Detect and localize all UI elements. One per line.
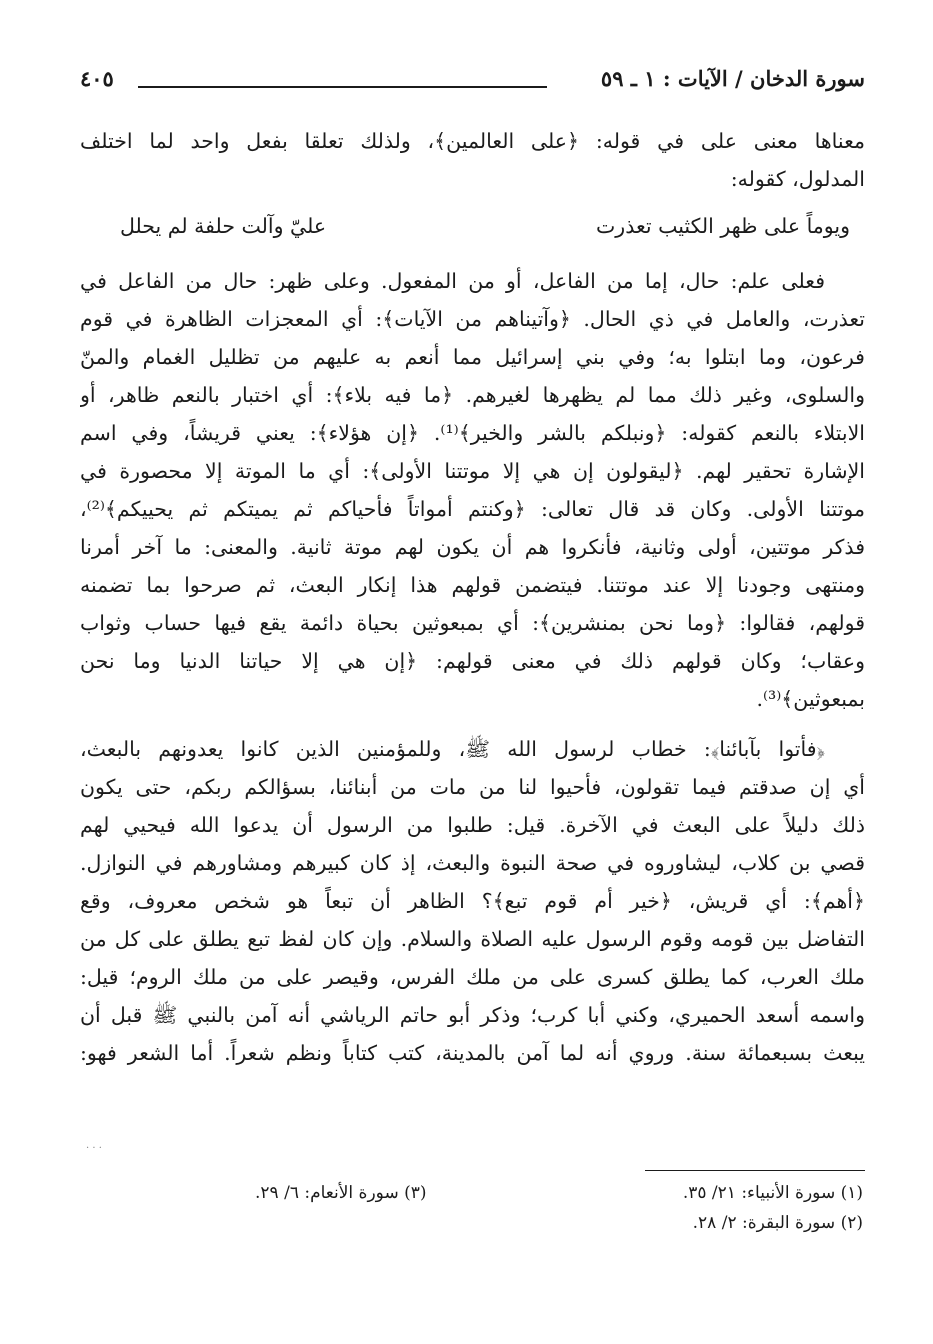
text-line: فرعون، وما ابتلوا به؛ وفي بني إسرائيل مما أنعم به عليهم من تظليل الغمام والمنّ xyxy=(80,345,865,369)
text-line: تعذرت، والعامل في ذي الحال. ﴿وآتيناهم من الآيات﴾: أي المعجزات الظاهرة في قوم xyxy=(80,307,865,331)
text-line: ملك العرب، كما يطلق كسرى على من ملك الفرس، وقيصر على من ملك الروم؛ قيل: xyxy=(80,965,865,989)
text-line: ﴿فأتوا بآبائنا﴾: خطاب لرسول الله ﷺ، وللمؤمنين الذين كانوا يعدونهم بالبعث، xyxy=(80,737,825,761)
poetry-verse xyxy=(120,206,850,246)
header-title: سورة الدخان / الآيات : ١ ـ ٥٩ xyxy=(600,66,865,91)
scan-specks: · · · xyxy=(86,1143,102,1154)
text-line: ومنتهى وجودنا إلا عند موتتنا. فيتضمن قولهم هذا إنكار البعث، ثم صرحوا بما تضمنه xyxy=(80,573,865,597)
text-line: والسلوى، وغير ذلك مما لم يظهرها لغيرهم. ﴿ما فيه بلاء﴾: أي اختبار بالنعم ظاهر، أو xyxy=(80,383,865,407)
verse-hemistich-2: عليّ وآلت حلفة لم يحلل xyxy=(120,214,327,238)
text-line: ﴿أهم﴾: أي قريش، ﴿خير أم قوم تبع﴾؟ الظاهر أن تبعاً هو شخص معروف، وقع xyxy=(80,889,865,913)
footnote-2: (٢) سورة البقرة: ٢/ ٢٨. xyxy=(692,1213,863,1233)
text-line: وعقاب؛ وكان قولهم ذلك في معنى قولهم: ﴿إن هي إلا حياتنا الدنيا وما نحن xyxy=(80,649,865,673)
text-line: بمبعوثين﴾⁽³⁾. xyxy=(756,687,865,711)
footnote-1: (١) سورة الأنبياء: ٢١/ ٣٥. xyxy=(682,1183,863,1203)
text-line: قصي بن كلاب، ليشاوروه في صحة النبوة والبعث، إذ كان كبيرهم ومشاورهم في النوازل. xyxy=(80,851,865,875)
page-number: ٤٠٥ xyxy=(80,66,114,91)
text-line: الابتلاء بالنعم كقوله: ﴿ونبلكم بالشر والخير﴾⁽¹⁾. ﴿إن هؤلاء﴾: يعني قريشاً، وفي اسم xyxy=(80,421,865,445)
text-line: ذلك دليلاً على البعث في الآخرة. قيل: طلبوا من الرسول أن يدعوا الله فيحيي لهم xyxy=(80,813,865,837)
text-line: التفاضل بين قومه وقوم الرسول عليه الصلاة والسلام. وإن كان لفظ تبع يطلق على كل من xyxy=(80,927,865,951)
text-line: واسمه أسعد الحميري، وكني أبا كرب؛ وذكر أبو حاتم الرياشي أنه آمن بالنبي ﷺ قبل أن xyxy=(80,1003,865,1027)
text-line: فذكر موتتين، أولى وثانية، فأنكروا هم أن يكون لهم موتة ثانية. والمعنى: ما آخر أمرنا xyxy=(80,535,865,559)
footnote-rule xyxy=(645,1170,865,1171)
running-header xyxy=(80,64,865,100)
text-line: فعلى علم: حال، إما من الفاعل، أو من المفعول. وعلى ظهر: حال من الفاعل في xyxy=(80,269,825,293)
text-line: معناها معنى على في قوله: ﴿على العالمين﴾، ولذلك تعلقا بفعل واحد لما اختلف xyxy=(80,129,865,153)
text-line: قولهم، فقالوا: ﴿وما نحن بمنشرين﴾: أي بمبعوثين بحياة دائمة يقع فيها حساب وثواب xyxy=(80,611,865,635)
text-line: موتتنا الأولى. وكان قد قال تعالى: ﴿وكنتم أمواتاً فأحياكم ثم يميتكم ثم يحييكم﴾⁽²⁾، xyxy=(80,497,865,521)
text-line: يبعث بسبعمائة سنة. وروي أنه لما آمن بالمدينة، كتب كتاباً ونظم شعراً. أما الشعر فهو: xyxy=(80,1041,865,1065)
text-line: أي إن صدقتم فيما تقولون، فأحيوا لنا من مات من أبنائنا، بسؤالكم ربكم، حتى يكون xyxy=(80,775,865,799)
verse-hemistich-1: ويوماً على ظهر الكثيب تعذرت xyxy=(596,214,850,238)
text-line: المدلول، كقوله: xyxy=(730,167,865,191)
header-rule xyxy=(138,86,547,88)
text-line: الإشارة تحقير لهم. ﴿ليقولون إن هي إلا موتتنا الأولى﴾: أي ما الموتة إلا محصورة في xyxy=(80,459,865,483)
footnote-3: (٣) سورة الأنعام: ٦/ ٢٩. xyxy=(255,1183,427,1203)
